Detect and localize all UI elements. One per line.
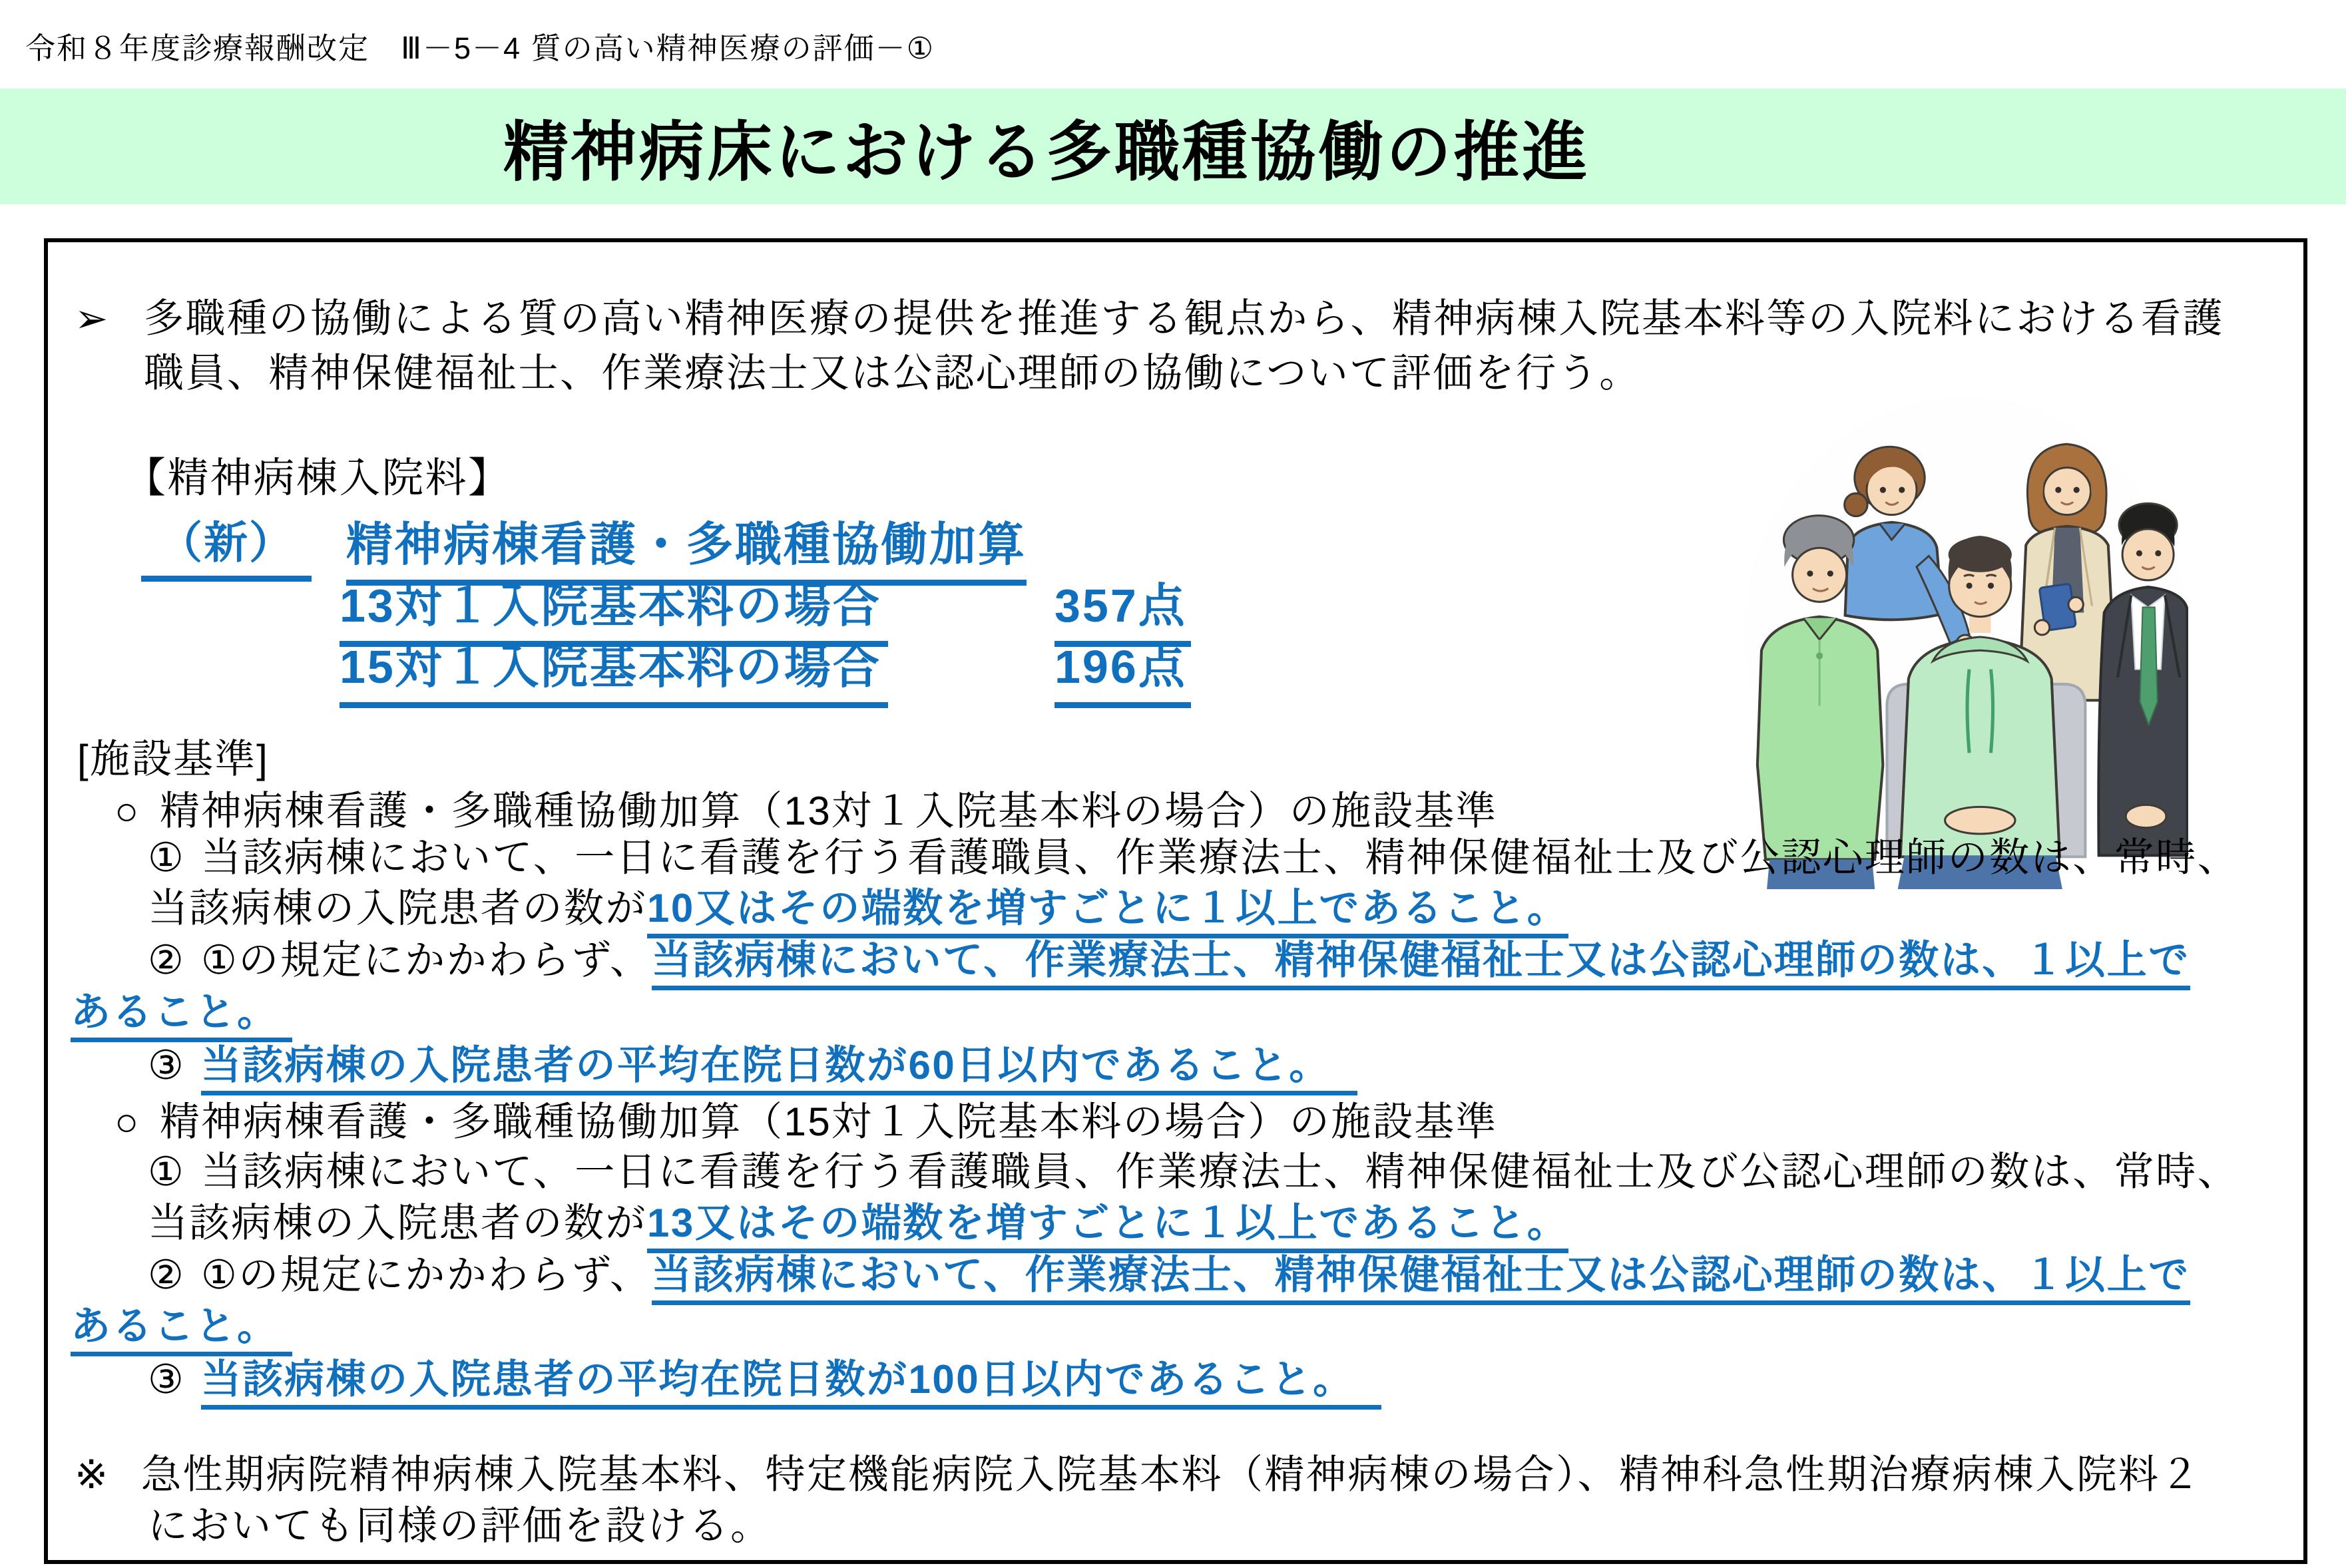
item-number: ③: [148, 1043, 186, 1087]
intro-text-2: 職員、精神保健福祉士、作業療法士又は公認心理師の協働について評価を行う。: [144, 351, 1641, 395]
note-marker: ※: [75, 1452, 110, 1497]
item-text: ①の規定にかかわらず、: [201, 938, 652, 982]
highlighted-text: あること。: [71, 1304, 292, 1356]
highlighted-text: 当該病棟において、作業療法士、精神保健福祉士又は公認心理師の数は、１以上で: [652, 1253, 2190, 1305]
intro-text-1: 多職種の協働による質の高い精神医療の提供を推進する観点から、精神病棟入院基本料等の入院料における看護: [144, 296, 2224, 341]
intro-line-2: [144, 349, 1641, 398]
circle-marker: ○: [115, 789, 140, 833]
content-box: [44, 238, 2307, 1564]
item-text: 当該病棟の入院患者の数が: [148, 886, 647, 930]
intro-line-1: [75, 294, 2224, 343]
item-number: ①: [148, 835, 186, 880]
arrow-bullet-icon: ➢: [75, 296, 110, 341]
item-number: ③: [148, 1357, 186, 1402]
criteria-group15-title: [115, 1097, 1497, 1147]
criteria-group13-title: [115, 787, 1497, 836]
new-badge: （新）: [141, 507, 312, 582]
item-text: 当該病棟の入院患者の数が: [148, 1201, 647, 1245]
criteria-heading: [施設基準]: [77, 737, 270, 781]
group-title-text: 精神病棟看護・多職種協働加算（15対１入院基本料の場合）の施設基準: [160, 1099, 1498, 1144]
criteria-15-item1-line2: [148, 1199, 1568, 1248]
note-text: 急性期病院精神病棟入院基本料、特定機能病院入院基本料（精神病棟の場合）、精神科急性期治療病棟入院料２: [141, 1452, 2202, 1497]
page-title: 精神病床における多職種協働の推進: [503, 114, 1590, 188]
criteria-15-item2-line1: [148, 1251, 2190, 1300]
title-banner: [0, 89, 2346, 204]
item-text: 当該病棟において、一日に看護を行う看護職員、作業療法士、精神保健福祉士及び公認心理師の数は、常時、: [201, 835, 2239, 880]
fee-row-label: 13対１入院基本料の場合: [340, 568, 888, 647]
item-number: ②: [148, 1253, 186, 1297]
fee-heading: 【精神病棟入院料】: [124, 455, 511, 501]
criteria-15-item3: [148, 1355, 1381, 1404]
fee-new-row: [48, 507, 2303, 570]
highlighted-text: 13又はその端数を増すごとに１以上であること。: [647, 1201, 1568, 1253]
fee-row-13: [48, 568, 2303, 632]
item-text: 当該病棟において、一日に看護を行う看護職員、作業療法士、精神保健福祉士及び公認心理師の数は、常時、: [201, 1149, 2239, 1194]
note-line-2: [148, 1501, 772, 1551]
addition-name: 精神病棟看護・多職種協働加算: [346, 507, 1027, 586]
criteria-13-item1-line1: [148, 833, 2239, 882]
highlighted-text: 当該病棟の入院患者の平均在院日数が100日以内であること。: [201, 1357, 1381, 1410]
item-number: ①: [148, 1149, 186, 1194]
highlighted-text: 10又はその端数を増すごとに１以上であること。: [647, 886, 1568, 938]
criteria-15-item2-line2: [71, 1302, 292, 1351]
highlighted-text: 当該病棟の入院患者の平均在院日数が60日以内であること。: [201, 1043, 1357, 1095]
criteria-15-item1-line1: [148, 1147, 2239, 1197]
note-line-1: [75, 1450, 2202, 1499]
criteria-13-item2-line1: [148, 936, 2190, 985]
fee-row-points: 196点: [1055, 630, 1191, 708]
fee-row-15: [48, 630, 2303, 693]
highlighted-text: 当該病棟において、作業療法士、精神保健福祉士又は公認心理師の数は、１以上で: [652, 938, 2190, 990]
group-title-text: 精神病棟看護・多職種協働加算（13対１入院基本料の場合）の施設基準: [160, 789, 1498, 833]
criteria-13-item2-line2: [71, 988, 292, 1037]
item-text: ①の規定にかかわらず、: [201, 1253, 652, 1297]
fee-row-label: 15対１入院基本料の場合: [340, 630, 888, 708]
item-number: ②: [148, 938, 186, 982]
criteria-13-item1-line2: [148, 884, 1568, 933]
page-header: 令和８年度診療報酬改定 Ⅲ－5－4 質の高い精神医療の評価－①: [25, 31, 935, 65]
fee-row-points: 357点: [1055, 568, 1191, 647]
circle-marker: ○: [115, 1099, 140, 1144]
highlighted-text: あること。: [71, 990, 292, 1042]
criteria-13-item3: [148, 1041, 1357, 1090]
note-text: においても同様の評価を設ける。: [148, 1503, 772, 1548]
